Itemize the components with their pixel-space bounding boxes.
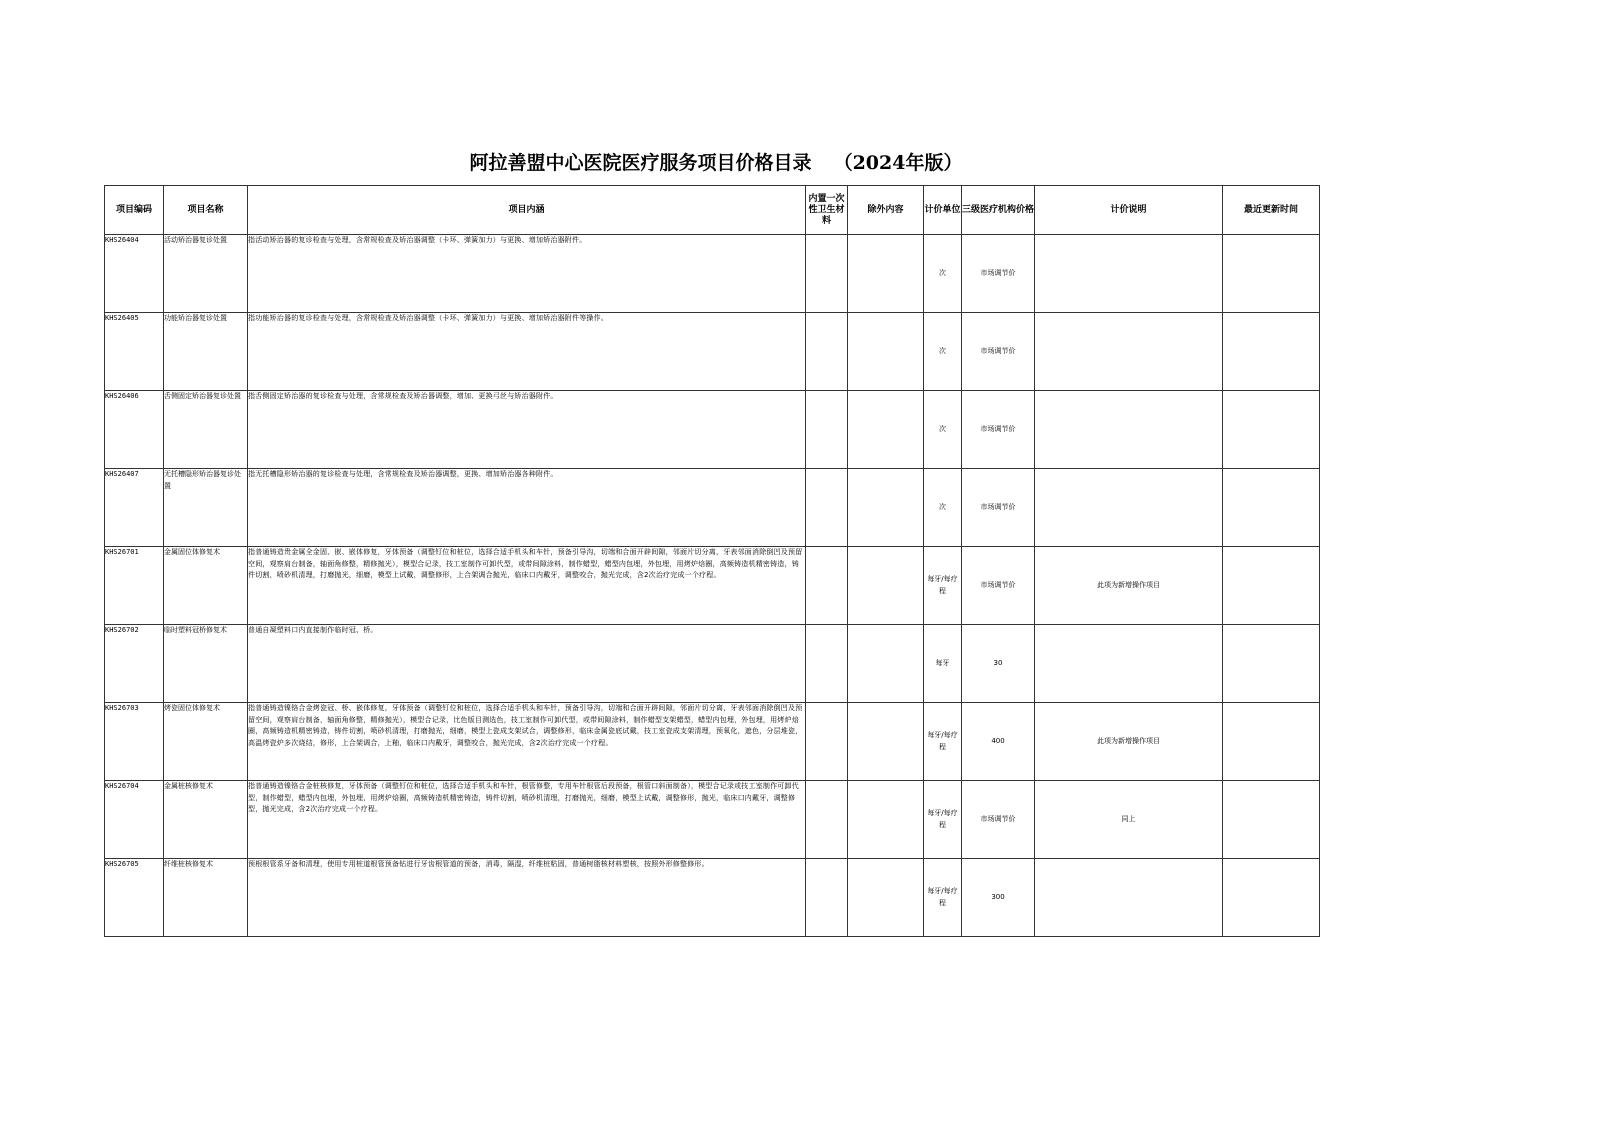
header-unit: 计价单位 — [924, 186, 962, 235]
cell-material — [806, 781, 848, 859]
cell-note: 此项为新增操作项目 — [1035, 547, 1223, 625]
header-content: 项目内涵 — [248, 186, 806, 235]
cell-code: KHS26405 — [105, 313, 164, 391]
header-row — [105, 186, 1320, 235]
cell-code: KHS26705 — [105, 859, 164, 937]
cell-unit: 每牙/每疗程 — [924, 859, 962, 937]
cell-price: 30 — [962, 625, 1035, 703]
cell-price: 市场调节价 — [962, 235, 1035, 313]
cell-note — [1035, 625, 1223, 703]
title-main: 阿拉善盟中心医院医疗服务项目价格目录 — [469, 152, 812, 174]
cell-material — [806, 625, 848, 703]
table-row — [105, 235, 1320, 313]
cell-name: 金属桩核修复术 — [164, 781, 248, 859]
cell-code: KHS26704 — [105, 781, 164, 859]
cell-content: 指普通铸造贵金属全金固、嵌、嵌体修复，牙体预备（调整钉位和桩位，选择合适手机头和车针，预备引导沟，切端和合面开辟间隙，邻面片切分离，牙表邻面消除倒凹及预留空间，观察肩台制备，轴面角修整，精修抛光），模型合记录，技工室制作可卸代型，或带间隙涂料，制作蜡型，蜡型内包埋，外包埋，用烤炉焙圈，高频铸造机精密铸造，铸件切割，喷砂机清理，打磨抛光，细磨，模型上试戴，调整修形，上合架调合抛光，临床口内戴牙，调整咬合，抛光完成，含2次治疗完成一个疗程。 — [248, 547, 806, 625]
cell-price: 市场调节价 — [962, 547, 1035, 625]
cell-excluded — [848, 703, 924, 781]
cell-content: 指无托槽隐形矫治器的复诊检查与处理，含常规检查及矫治器调整，更换、增加矫治器各种附件。 — [248, 469, 806, 547]
table-row — [105, 703, 1320, 781]
cell-content: 普通自凝塑料口内直接制作临时冠、桥。 — [248, 625, 806, 703]
cell-price: 市场调节价 — [962, 391, 1035, 469]
cell-content: 预根根管系牙备和清理，使用专用桩道根管预备钻进行牙齿根管道的预备，消毒，隔湿，纤维桩粘固，普通树脂核材料塑核，按照外形修整修形。 — [248, 859, 806, 937]
cell-excluded — [848, 391, 924, 469]
header-note: 计价说明 — [1035, 186, 1223, 235]
cell-excluded — [848, 859, 924, 937]
cell-excluded — [848, 469, 924, 547]
page-title — [0, 148, 1432, 175]
table-row — [105, 859, 1320, 937]
cell-updated — [1223, 781, 1320, 859]
cell-note — [1035, 859, 1223, 937]
cell-note: 此项为新增操作项目 — [1035, 703, 1223, 781]
header-material: 内置一次性卫生材料 — [806, 186, 848, 235]
cell-unit: 次 — [924, 235, 962, 313]
cell-unit: 次 — [924, 391, 962, 469]
cell-content: 指普通铸造镍铬合金烤瓷冠、桥、嵌体修复，牙体预备（调整钉位和桩位，选择合适手机头和车针，预备引导沟，切端和合面开辟间隙，邻面片切分离，牙表邻面消除倒凹及预留空间，观察肩台制备，轴面角修整，精修抛光），模型合记录，比色版目测选色，技工室制作可卸代型，或带间隙涂料，制作蜡型支架蜡型，蜡型内包埋，外包埋，用烤炉焙圈，高频铸造机精密铸造，铸件切割，喷砂机清理，打磨抛光，细磨，模型上瓷成支架试合，调整修形，临床金属瓷底试戴，技工室瓷成支架清理，预氧化，遮色，分层堆瓷，高温烤瓷炉多次烧结，修形，上合架调合，上釉，临床口内戴牙，调整咬合，抛光完成，含2次治疗完成一个疗程。 — [248, 703, 806, 781]
cell-note — [1035, 235, 1223, 313]
cell-unit: 每牙/每疗程 — [924, 703, 962, 781]
cell-updated — [1223, 625, 1320, 703]
table-row — [105, 469, 1320, 547]
table-body — [105, 235, 1320, 937]
cell-material — [806, 313, 848, 391]
cell-updated — [1223, 469, 1320, 547]
cell-code: KHS26702 — [105, 625, 164, 703]
cell-price: 市场调节价 — [962, 469, 1035, 547]
cell-name: 功能矫治器复诊处置 — [164, 313, 248, 391]
cell-material — [806, 859, 848, 937]
cell-material — [806, 547, 848, 625]
cell-updated — [1223, 235, 1320, 313]
cell-material — [806, 703, 848, 781]
price-table — [104, 185, 1320, 937]
table-row — [105, 391, 1320, 469]
cell-name: 舌侧固定矫治器复诊处置 — [164, 391, 248, 469]
cell-name: 活动矫治器复诊处置 — [164, 235, 248, 313]
cell-price: 市场调节价 — [962, 313, 1035, 391]
cell-note: 同上 — [1035, 781, 1223, 859]
table-row — [105, 625, 1320, 703]
cell-content: 指舌侧固定矫治器的复诊检查与处理，含常规检查及矫治器调整，增加、更换弓丝与矫治器附件。 — [248, 391, 806, 469]
cell-excluded — [848, 547, 924, 625]
cell-code: KHS26703 — [105, 703, 164, 781]
cell-content: 指活动矫治器的复诊检查与处理，含常规检查及矫治器调整（卡环、弹簧加力）与更换、增加矫治器附件。 — [248, 235, 806, 313]
cell-updated — [1223, 313, 1320, 391]
cell-price: 市场调节价 — [962, 781, 1035, 859]
cell-updated — [1223, 703, 1320, 781]
cell-unit: 每牙 — [924, 625, 962, 703]
header-updated: 最近更新时间 — [1223, 186, 1320, 235]
cell-code: KHS26406 — [105, 391, 164, 469]
cell-name: 金属固位体修复术 — [164, 547, 248, 625]
table-row — [105, 547, 1320, 625]
cell-excluded — [848, 235, 924, 313]
cell-price: 400 — [962, 703, 1035, 781]
cell-material — [806, 391, 848, 469]
cell-price: 300 — [962, 859, 1035, 937]
cell-name: 临时塑料冠桥修复术 — [164, 625, 248, 703]
cell-note — [1035, 469, 1223, 547]
table-row — [105, 781, 1320, 859]
header-name: 项目名称 — [164, 186, 248, 235]
cell-material — [806, 469, 848, 547]
header-code: 项目编码 — [105, 186, 164, 235]
cell-material — [806, 235, 848, 313]
cell-code: KHS26407 — [105, 469, 164, 547]
cell-note — [1035, 313, 1223, 391]
cell-unit: 每牙/每疗程 — [924, 547, 962, 625]
cell-excluded — [848, 625, 924, 703]
cell-unit: 次 — [924, 313, 962, 391]
cell-updated — [1223, 859, 1320, 937]
cell-unit: 每牙/每疗程 — [924, 781, 962, 859]
cell-content: 指普通铸造镍铬合金桩核修复，牙体预备（调整钉位和桩位，选择合适手机头和车针，根管修整，专用车针根管后段预备，根管口斜面制备），模型合记录或技工室制作可卸代型，制作蜡型，蜡型内包埋，外包埋，用烤炉焙圈，高频铸造机精密铸造，铸件切割，喷砂机清理，打磨抛光，细磨，模型上试戴，调整修形，抛光，临床口内戴牙，调整修型，抛光完成，含2次治疗完成一个疗程。 — [248, 781, 806, 859]
cell-name: 无托槽隐形矫治器复诊处置 — [164, 469, 248, 547]
cell-excluded — [848, 313, 924, 391]
title-version: （2024年版） — [833, 152, 963, 174]
cell-content: 指功能矫治器的复诊检查与处理，含常规检查及矫治器调整（卡环、弹簧加力）与更换、增加矫治器附件等操作。 — [248, 313, 806, 391]
header-price: 三级医疗机构价格 — [962, 186, 1035, 235]
cell-code: KHS26701 — [105, 547, 164, 625]
table-row — [105, 313, 1320, 391]
cell-name: 纤维桩核修复术 — [164, 859, 248, 937]
cell-updated — [1223, 547, 1320, 625]
header-excluded: 除外内容 — [848, 186, 924, 235]
cell-unit: 次 — [924, 469, 962, 547]
cell-name: 烤瓷固位体修复术 — [164, 703, 248, 781]
cell-updated — [1223, 391, 1320, 469]
cell-note — [1035, 391, 1223, 469]
cell-excluded — [848, 781, 924, 859]
cell-code: KHS26404 — [105, 235, 164, 313]
